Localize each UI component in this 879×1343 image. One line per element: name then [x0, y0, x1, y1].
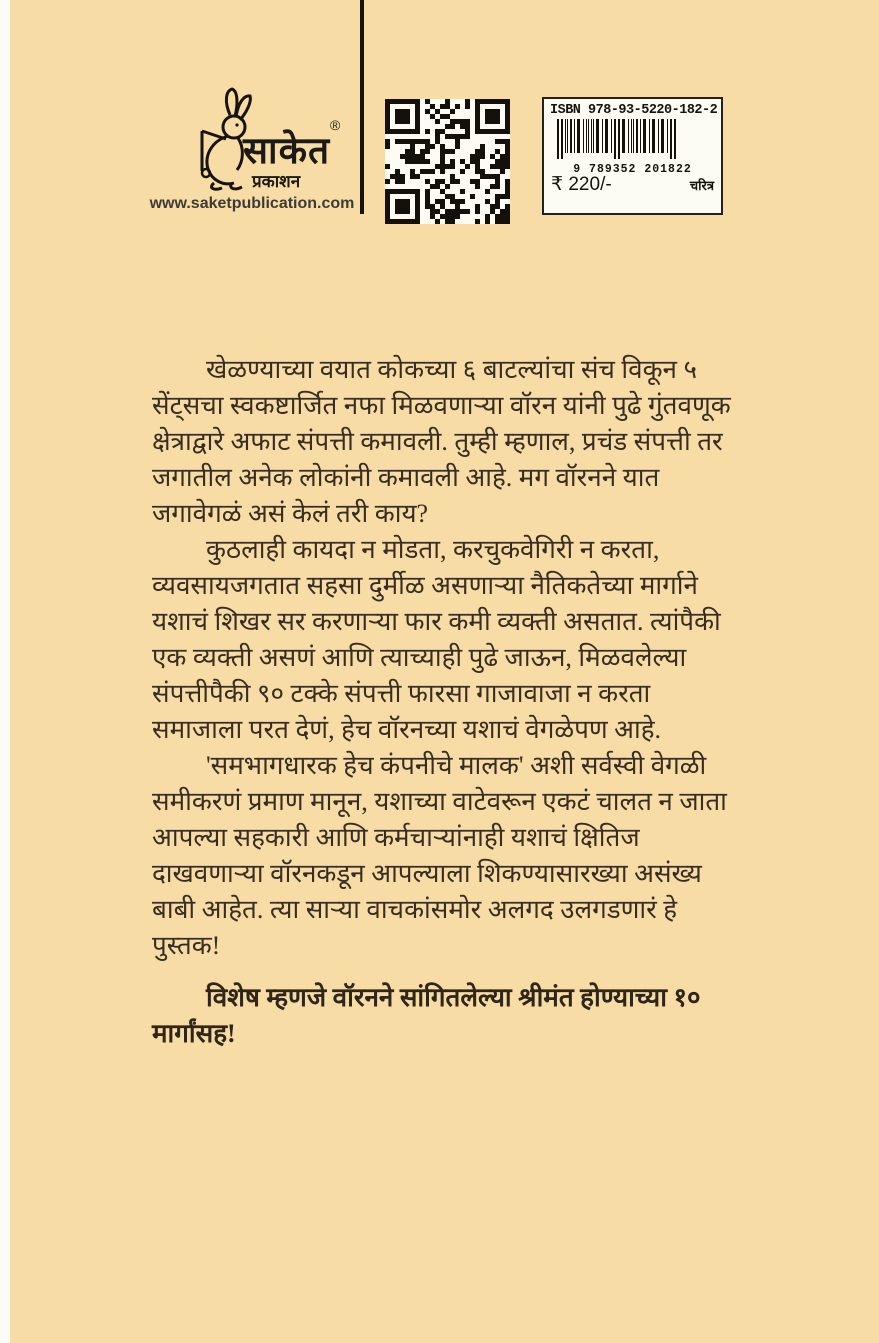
back-cover-blurb — [152, 352, 740, 1052]
blurb-paragraph: 'समभागधारक हेच कंपनीचे मालक' अशी सर्वस्वी वेगळी समीकरणं प्रमाण मानून, यशाच्या वाटेवरून एकटं चालत न जाता आपल्या सहकारी आणि कर्मचाऱ्यांनाही यशाचं क्षितिज दाखवणाऱ्या वॉरनकडून आपल्याला शिकण्यासारख्या असंख्य बाबी आहेत. त्या साऱ्या वाचकांसमोर अलगद उलगडणारं हे पुस्तक! — [152, 751, 727, 960]
publisher-subtitle: प्रकाशन — [252, 172, 301, 191]
barcode-digits: 9 789352 201822 — [573, 163, 692, 176]
blurb-highlight-paragraph: विशेष म्हणजे वॉरनने सांगितलेल्या श्रीमंत होण्याच्या १० मार्गांसह! — [152, 983, 701, 1048]
price-label: ₹ 220/- — [551, 174, 612, 195]
page-edge-strip — [0, 0, 10, 1343]
publisher-logo — [140, 85, 365, 217]
genre-label: चरित्र — [689, 178, 714, 193]
publisher-name: साकेत — [243, 131, 331, 172]
blurb-paragraph: खेळण्याच्या वयात कोकच्या ६ बाटल्यांचा संच विकून ५ सेंट्सचा स्वकष्टार्जित नफा मिळवणाऱ्या वॉरन यांनी पुढे गुंतवणूक क्षेत्राद्वारे अफाट संपत्ती कमावली. तुम्ही म्हणाल, प्रचंड संपत्ती तर जगातील अनेक लोकांनी कमावली आहे. मग वॉरनने यात जगावेगळं असं केलं तरी काय? — [152, 355, 731, 528]
blurb-paragraph: कुठलाही कायदा न मोडता, करचुकवेगिरी न करता, व्यवसायजगतात सहसा दुर्मीळ असणाऱ्या नैतिकतेच्या मार्गाने यशाचं शिखर सर करणाऱ्या फार कमी व्यक्ती असतात. त्यांपैकी एक व्यक्ती असणं आणि त्याच्याही पुढे जाऊन, मिळवलेल्या संपत्तीपैकी ९० टक्के संपत्ती फारसा गाजावाजा न करता समाजाला परत देणं, हेच वॉरनच्या यशाचं वेगळेपण आहे. — [152, 535, 721, 744]
vertical-divider — [360, 0, 364, 214]
registered-trademark: ® — [330, 117, 341, 133]
qr-code-icon — [385, 99, 510, 224]
isbn-number: ISBN 978-93-5220-182-2 — [550, 103, 718, 118]
publisher-website: www.saketpublication.com — [149, 195, 355, 212]
barcode-icon — [553, 119, 713, 159]
isbn-barcode-box — [542, 97, 723, 215]
